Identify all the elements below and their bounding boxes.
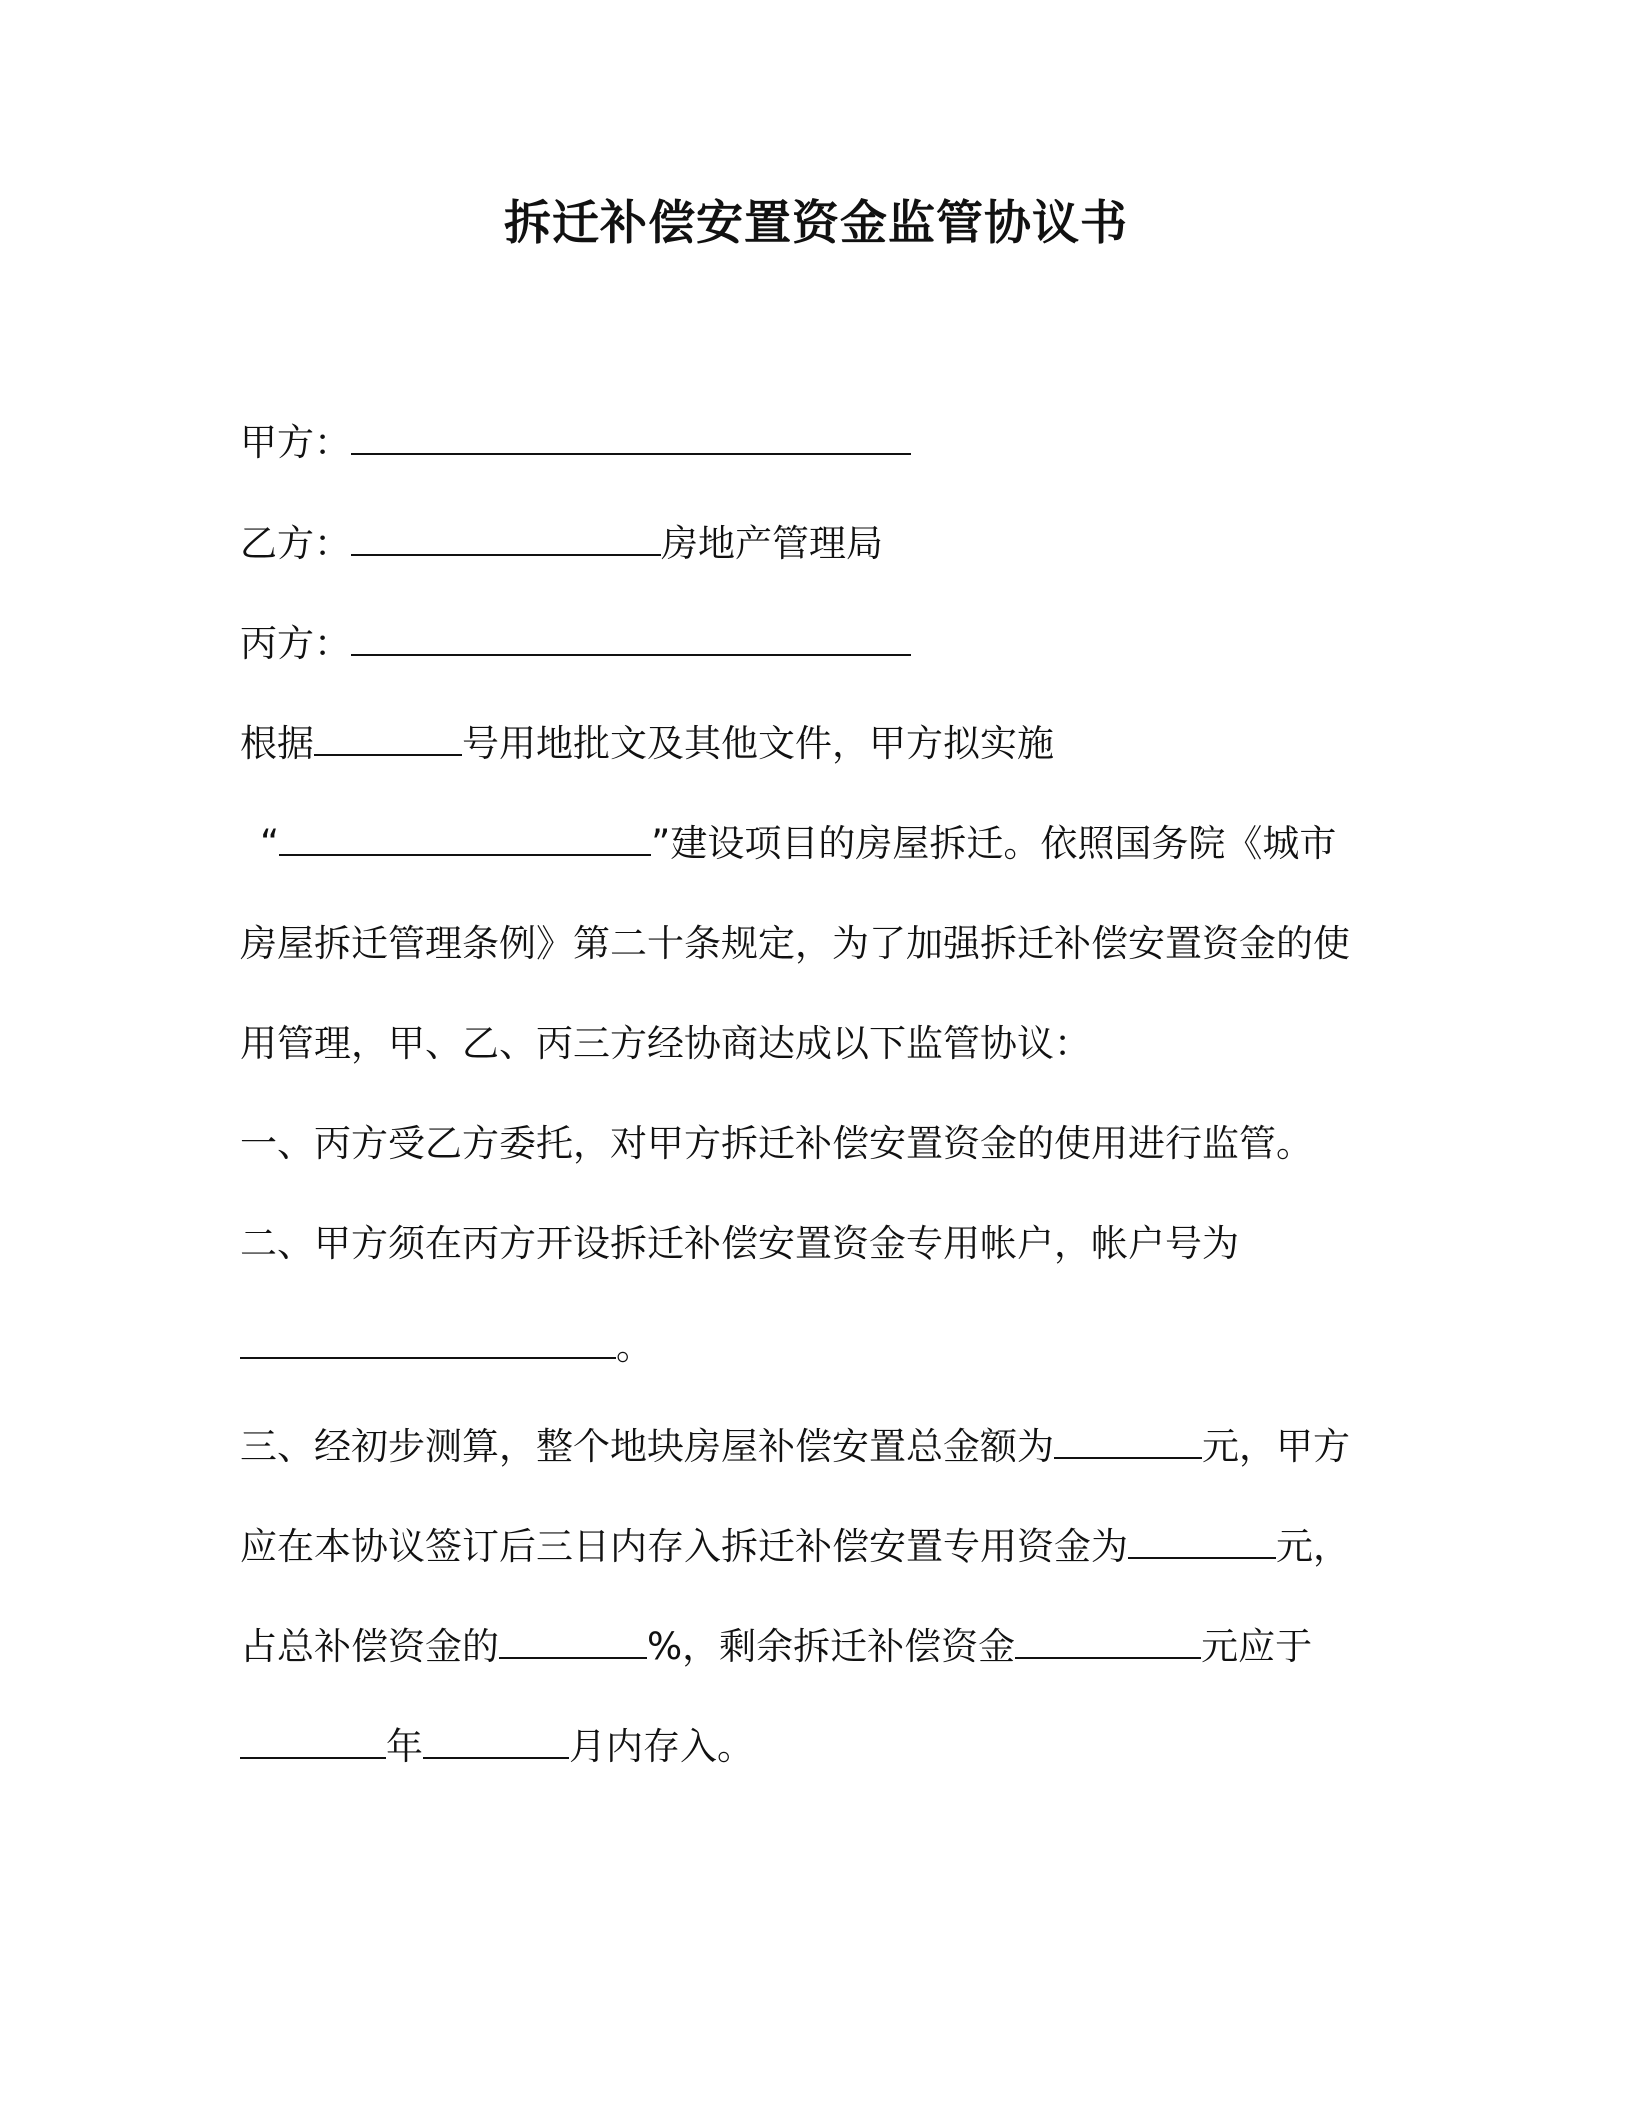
party-b-blank[interactable]	[351, 520, 661, 556]
party-c-label: 丙方：	[240, 622, 351, 665]
clause-2-line-2	[240, 1322, 653, 1372]
total-amount-blank[interactable]	[1054, 1423, 1202, 1459]
initial-deposit-blank[interactable]	[1128, 1523, 1276, 1559]
party-b-suffix: 房地产管理局	[661, 522, 883, 565]
intro-text: ”建设项目的房屋拆迁。依照国务院《城市	[651, 822, 1337, 865]
clause-1: 一、丙方受乙方委托，对甲方拆迁补偿安置资金的使用进行监管。	[240, 1122, 1313, 1165]
open-quote: “	[260, 822, 280, 865]
clause-3-text: 月内存入。	[569, 1725, 754, 1768]
intro-text: 号用地批文及其他文件，甲方拟实施	[462, 722, 1054, 765]
clause-3-line-4	[240, 1722, 754, 1772]
party-b-line	[240, 519, 883, 569]
party-c-line	[240, 619, 911, 669]
clause-3-line-2	[240, 1522, 1350, 1572]
party-a-blank[interactable]	[351, 419, 911, 455]
clause-2-end: 。	[616, 1325, 653, 1368]
clause-3-text: 元应于	[1201, 1625, 1313, 1668]
clause-3-text: 占总补偿资金的	[240, 1625, 499, 1668]
project-name-blank[interactable]	[279, 820, 651, 856]
intro-line-3: 房屋拆迁管理条例》第二十条规定，为了加强拆迁补偿安置资金的使	[240, 922, 1350, 965]
year-label: 年	[386, 1725, 423, 1768]
party-c-blank[interactable]	[351, 620, 911, 656]
account-number-blank[interactable]	[240, 1323, 616, 1359]
intro-text: 根据	[240, 722, 314, 765]
clause-3-line-1	[240, 1422, 1350, 1472]
year-blank[interactable]	[240, 1723, 386, 1759]
intro-line-2	[260, 819, 1336, 869]
clause-3-line-3	[240, 1622, 1312, 1672]
remaining-amount-blank[interactable]	[1015, 1623, 1201, 1659]
document-title: 拆迁补偿安置资金监管协议书	[504, 196, 1128, 251]
percentage-blank[interactable]	[499, 1623, 647, 1659]
intro-line-1	[240, 719, 1054, 769]
month-blank[interactable]	[423, 1723, 569, 1759]
clause-2-line-1: 二、甲方须在丙方开设拆迁补偿安置资金专用帐户，帐户号为	[240, 1222, 1239, 1265]
clause-3-text: 元，	[1276, 1525, 1350, 1568]
intro-line-4: 用管理，甲、乙、丙三方经协商达成以下监管协议：	[240, 1022, 1091, 1065]
party-b-label: 乙方：	[240, 522, 351, 565]
clause-3-text: 元，甲方	[1202, 1425, 1350, 1468]
clause-3-text: 应在本协议签订后三日内存入拆迁补偿安置专用资金为	[240, 1525, 1128, 1568]
approval-number-blank[interactable]	[314, 720, 462, 756]
clause-3-text: %，剩余拆迁补偿资金	[647, 1625, 1016, 1668]
party-a-label: 甲方：	[240, 421, 351, 464]
party-a-line	[240, 418, 911, 468]
clause-3-text: 三、经初步测算，整个地块房屋补偿安置总金额为	[240, 1425, 1054, 1468]
